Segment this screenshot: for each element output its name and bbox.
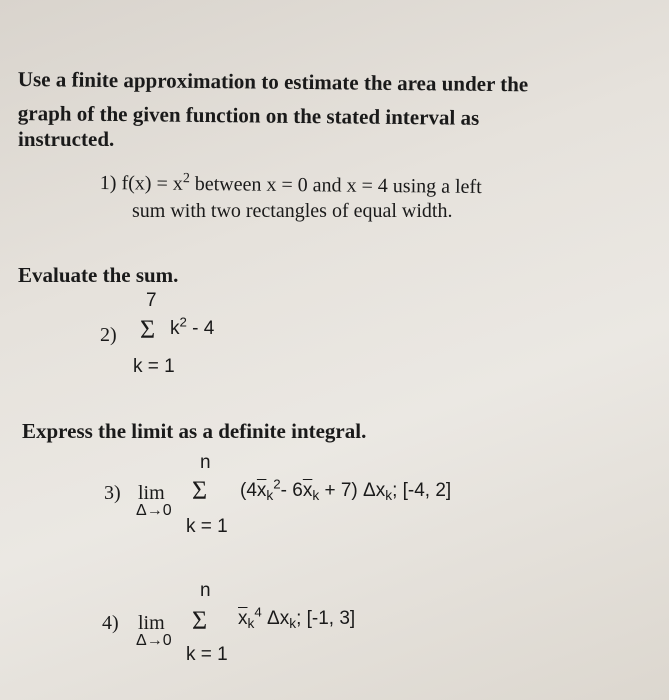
problem-1-exponent: 2 — [182, 171, 190, 187]
problem-2-term — [170, 314, 215, 340]
problem-3-sub-k-3: k — [385, 488, 393, 504]
problem-2-term-rest: - 4 — [186, 318, 215, 339]
problem-4-upper-limit: n — [200, 580, 211, 601]
problem-1-text: between x = 0 and x = 4 using a left — [189, 172, 482, 198]
problem-4-xbar: $\overline{x}$ — [238, 608, 248, 629]
problem-3-lim-subscript: Δ→0 — [136, 502, 172, 519]
problem-3-term-open: (4 — [240, 480, 257, 501]
problem-4-sigma: Σ — [192, 606, 208, 635]
problem-3-sub-k-1: k — [266, 488, 274, 504]
problem-4-term — [238, 604, 356, 632]
problem-2-term-exponent: 2 — [179, 314, 187, 330]
instructions-line-3: instructed. — [18, 127, 115, 151]
problem-1-line-2: sum with two rectangles of equal width. — [132, 200, 453, 222]
problem-2-upper-limit: 7 — [146, 290, 157, 311]
problem-2-number: 2) — [100, 324, 117, 346]
problem-4-lower-limit: k = 1 — [186, 644, 228, 665]
section-2-heading: Evaluate the sum. — [18, 263, 179, 287]
problem-3-lim: lim — [138, 482, 165, 504]
problem-4-sub-k: k — [247, 616, 255, 632]
instructions-line-2: graph of the given function on the stated interval as — [17, 100, 480, 130]
problem-4-interval: ; [-1, 3] — [296, 608, 356, 629]
problem-3-sigma: Σ — [192, 476, 208, 505]
problem-1-line-1 — [100, 170, 482, 200]
problem-4-sub-k-2: k — [289, 616, 297, 632]
problem-3-xbar-2: $\overline{x}$ — [302, 480, 313, 501]
problem-3-term-mid: - 6 — [280, 480, 303, 501]
problem-4-lim: lim — [138, 612, 165, 634]
problem-1-function: f(x) = x — [121, 172, 183, 195]
problem-3-interval: ; [-4, 2] — [392, 480, 452, 501]
problem-2-sigma: Σ — [140, 315, 156, 344]
problem-4-number: 4) — [102, 612, 119, 634]
instructions-line-1: Use a finite approximation to estimate the area under the — [17, 66, 529, 97]
problem-3-lower-limit: k = 1 — [186, 516, 228, 537]
problem-3-sub-k-2: k — [312, 488, 320, 504]
problem-3-number: 3) — [104, 482, 121, 504]
section-3-heading: Express the limit as a definite integral. — [22, 419, 367, 443]
problem-4-lim-subscript: Δ→0 — [136, 632, 172, 649]
problem-4-exponent: 4 — [254, 604, 262, 620]
problem-2-lower-limit: k = 1 — [133, 356, 175, 377]
problem-3-term-close: + 7) Δx — [319, 480, 386, 501]
problem-4-dx: Δx — [261, 608, 290, 629]
problem-3-xbar-1: $\overline{x}$ — [256, 480, 267, 501]
problem-3-upper-limit: n — [200, 452, 211, 473]
problem-3-exponent: 2 — [273, 476, 281, 492]
problem-3-term — [240, 476, 452, 504]
problem-1-number: 1) — [99, 171, 117, 195]
problem-2-term-base: k — [170, 318, 180, 339]
